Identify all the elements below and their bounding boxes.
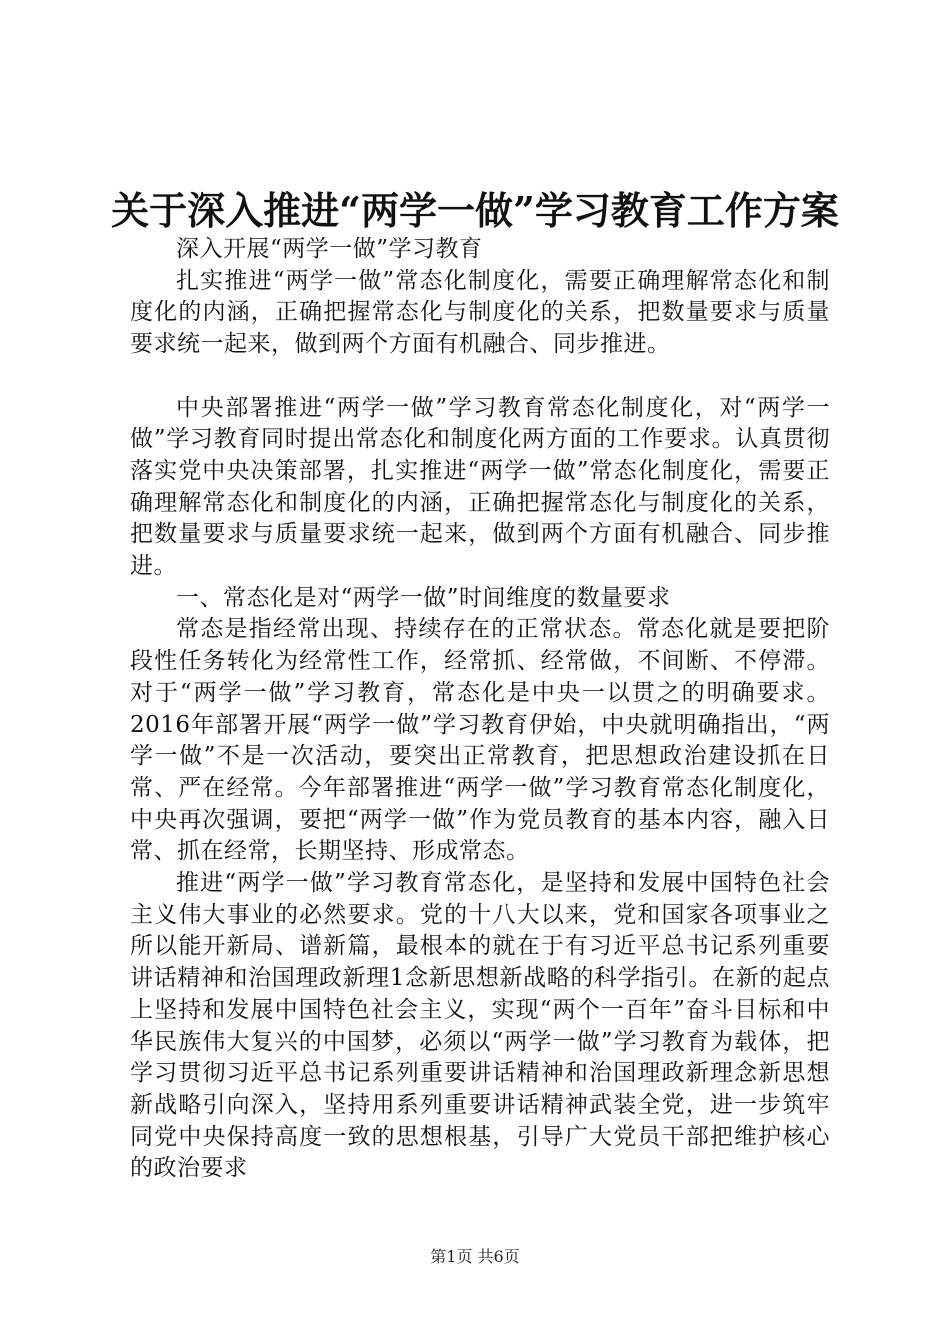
body-paragraph: 推进“两学一做”学习教育常态化，是坚持和发展中国特色社会主义伟大事业的必然要求。党的十八大以来，党和国家各项事业之所以能开新局、谱新篇，最根本的就在于有习近平总书记系列重要讲话精神和治国理政新理1念新思想新战略的科学指引。在新的起点上坚持和发展中国特色社会主义，实现“两个一百年”奋斗目标和中华民族伟大复兴的中国梦，必须以“两学一做”学习教育为载体，把学习贯彻习近平总书记系列重要讲话精神和治国理政新理念新思想新战略引向深入，坚持用系列重要讲话精神武装全党，进一步筑牢同党中央保持高度一致的思想根基，引导广大党员干部把维护核心的政治要求 — [130, 870, 830, 1182]
document-title: 关于深入推进“两学一做”学习教育工作方案 — [111, 188, 839, 233]
body-paragraph: 中央部署推进“两学一做”学习教育常态化制度化，对“两学一做”学习教育同时提出常态化和制度化两方面的工作要求。认真贯彻落实党中央决策部署，扎实推进“两学一做”常态化制度化，需要正确理解常态化和制度化的内涵，正确把握常态化与制度化的关系，把数量要求与质量要求统一起来，做到两个方面有机融合、同步推进。 — [130, 394, 830, 580]
body-paragraph: 常态是指经常出现、持续存在的正常状态。常态化就是要把阶段性任务转化为经常性工作，经常抓、经常做，不间断、不停滞。对于“两学一做”学习教育，常态化是中央一以贯之的明确要求。2016年部署开展“两学一做”学习教育伊始，中央就明确指出，“两学一做”不是一次活动，要突出正常教育，把思想政治建设抓在日常、严在经常。今年部署推进“两学一做”学习教育常态化制度化，中央再次强调，要把“两学一做”作为党员教育的基本内容，融入日常、抓在经常，长期坚持、形成常态。 — [130, 616, 830, 865]
paragraph-spacer — [130, 361, 830, 393]
page-number-footer: 第1页 共6页 — [430, 1247, 520, 1266]
body-paragraph: 扎实推进“两学一做”常态化制度化，需要正确理解常态化和制度化的内涵，正确把握常态化与制度化的关系，把数量要求与质量要求统一起来，做到两个方面有机融合、同步推进。 — [130, 267, 830, 358]
document-body — [130, 234, 830, 1185]
section-heading: 深入开展“两学一做”学习教育 — [176, 236, 483, 262]
section-heading: 一、常态化是对“两学一做”时间维度的数量要求 — [176, 584, 671, 611]
